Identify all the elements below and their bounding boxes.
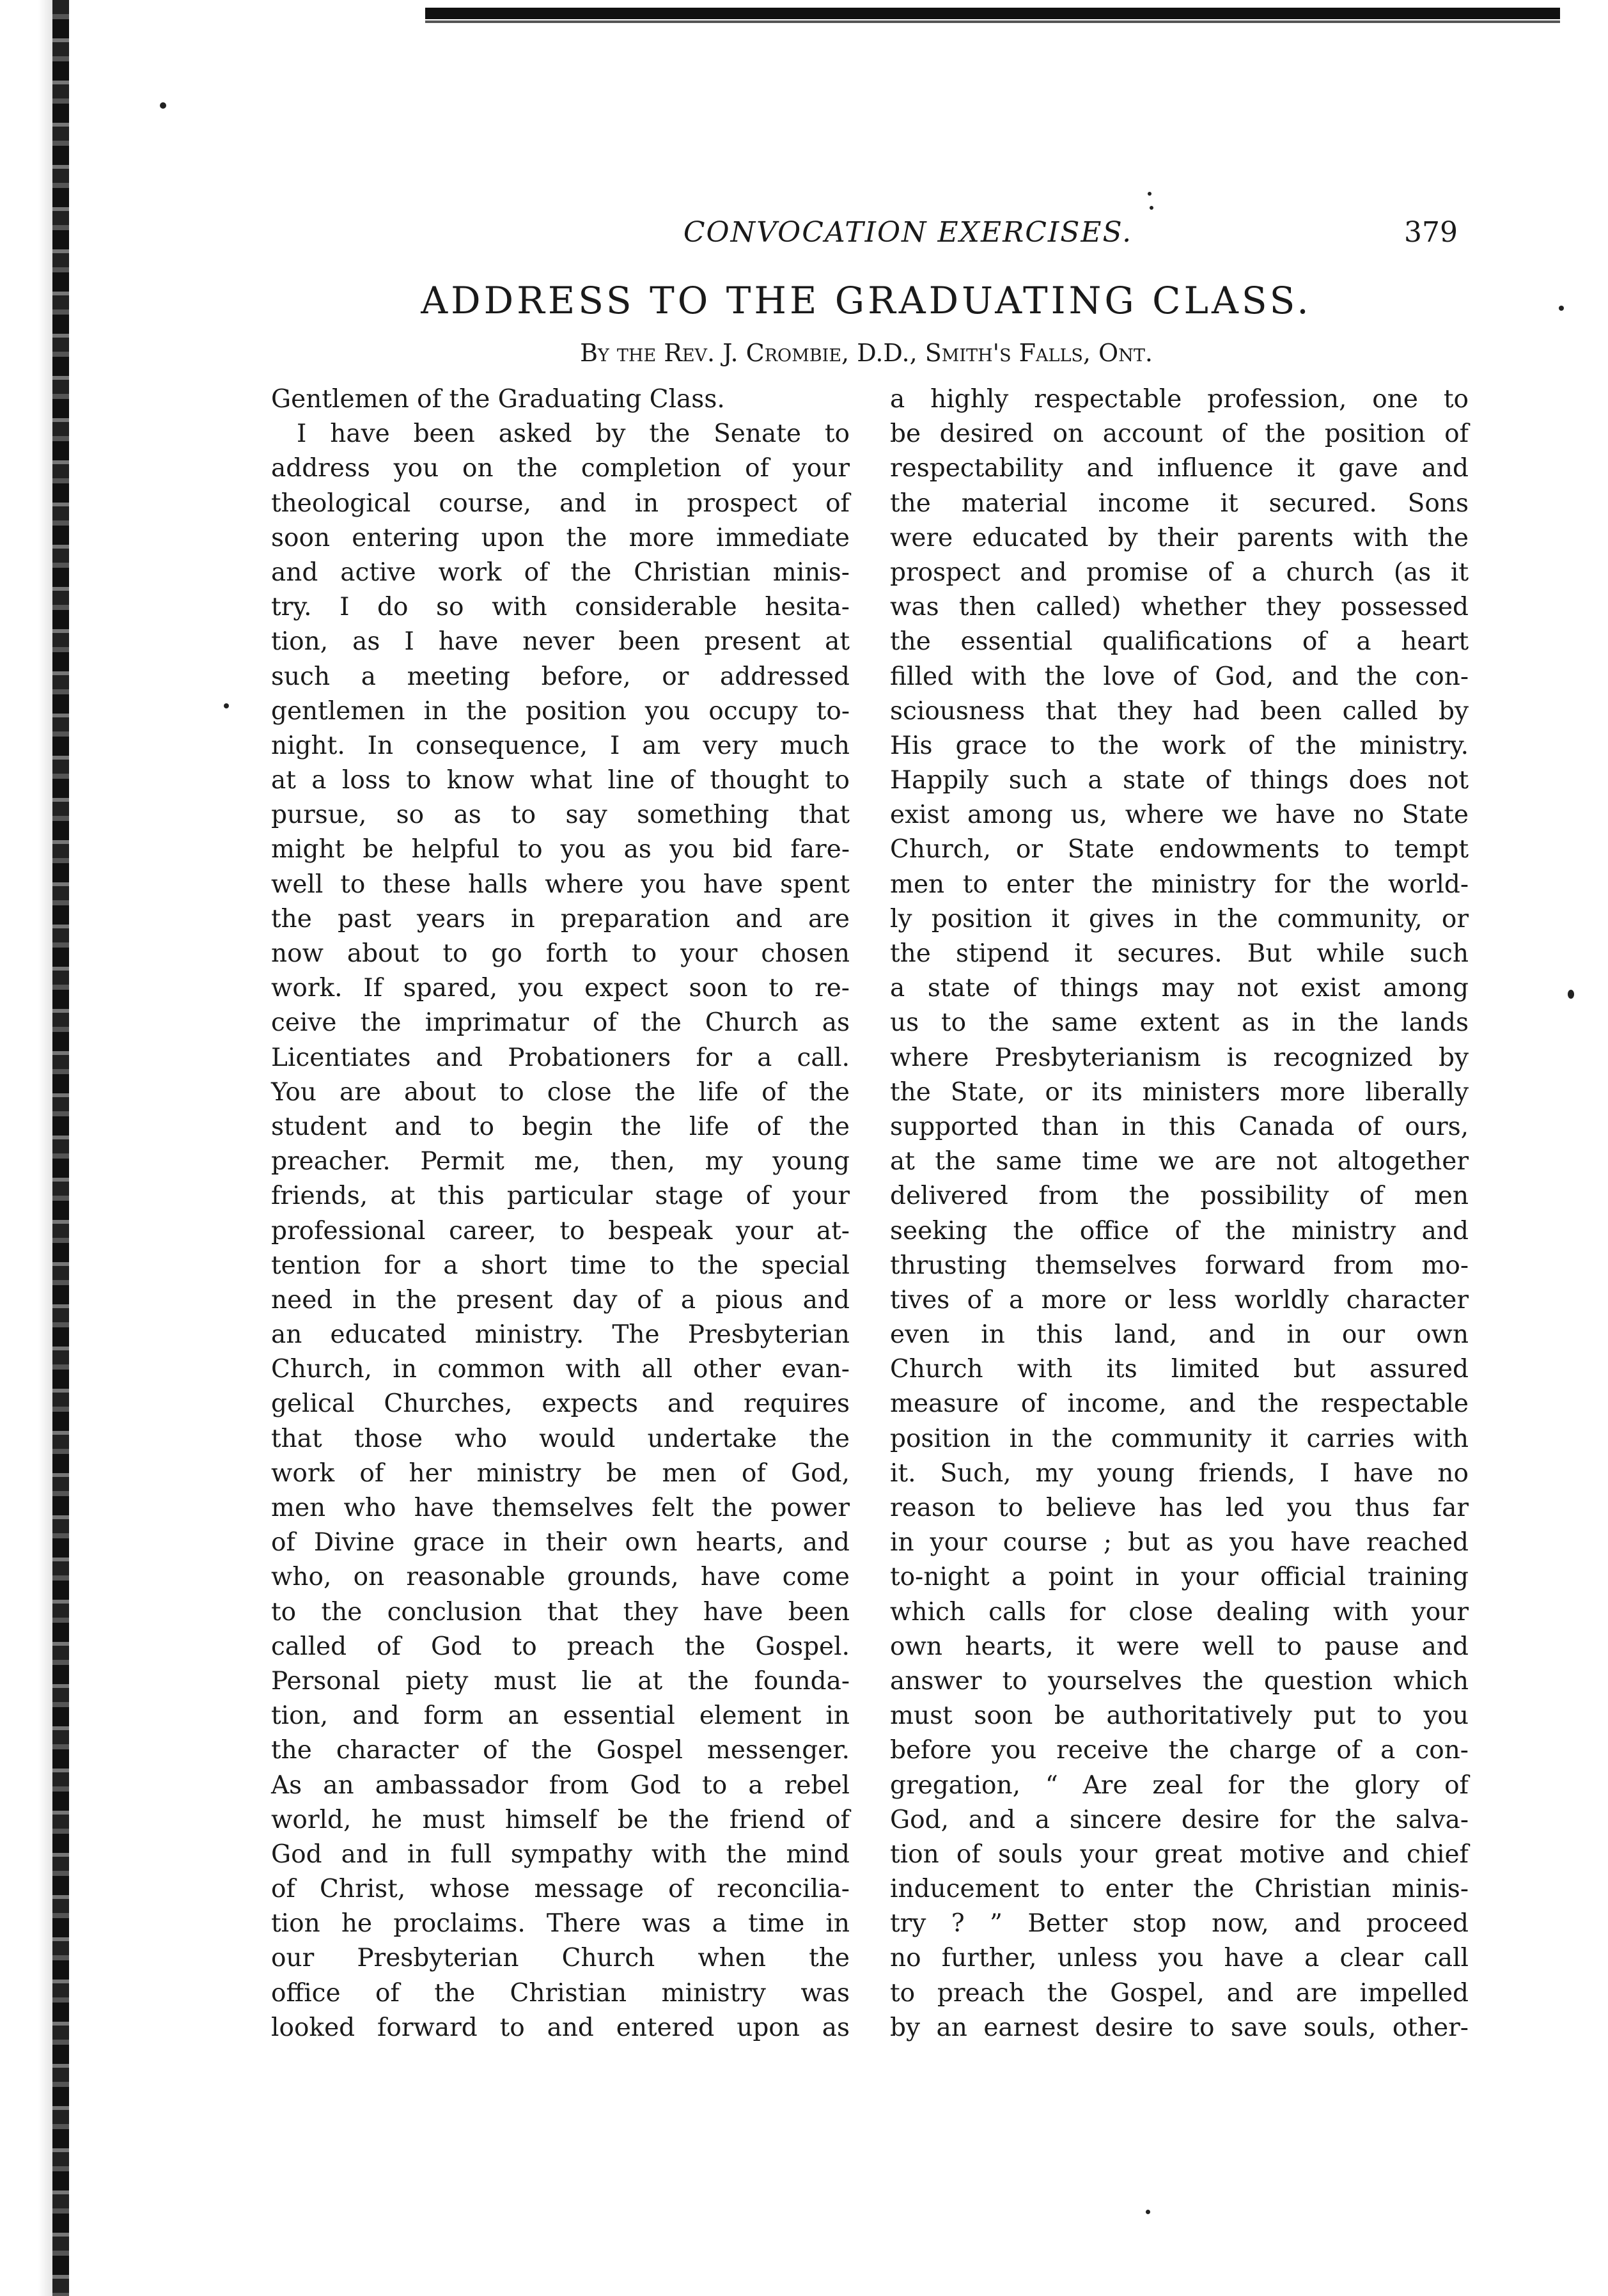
text-line: gregation, “ Are zeal for the glory of	[890, 1770, 1469, 1800]
text-line: ly position it gives in the community, or	[890, 904, 1469, 933]
text-line: well to these halls where you have spent	[271, 870, 850, 899]
page-gutter-shade	[38, 0, 54, 2296]
text-line: the past years in preparation and are	[271, 904, 850, 933]
text-line: His grace to the work of the ministry.	[890, 731, 1469, 760]
right-text-column	[890, 382, 1469, 2045]
text-line: the State, or its ministers more liberally	[890, 1077, 1469, 1107]
scan-speck	[1146, 2210, 1150, 2214]
text-line: own hearts, it were well to pause and	[890, 1632, 1469, 1661]
text-line: tion, and form an essential element in	[271, 1701, 850, 1731]
scan-speck	[1568, 990, 1574, 999]
text-line: tion, as I have never been present at	[271, 627, 850, 657]
text-line: looked forward to and entered upon as	[271, 2013, 850, 2042]
text-line: might be helpful to you as you bid fare-	[271, 835, 850, 864]
text-line: the essential qualifications of a heart	[890, 627, 1469, 657]
text-line: were educated by their parents with the	[890, 523, 1469, 552]
scan-speck	[1150, 206, 1153, 210]
text-line: try ? ” Better stop now, and proceed	[890, 1909, 1469, 1939]
text-line: delivered from the possibility of men	[890, 1182, 1469, 1211]
text-line: As an ambassador from God to a rebel	[271, 1770, 850, 1800]
text-line: preacher. Permit me, then, my young	[271, 1147, 850, 1176]
scan-speck	[160, 102, 166, 109]
text-line: measure of income, and the respectable	[890, 1389, 1469, 1419]
text-line: even in this land, and in our own	[890, 1320, 1469, 1350]
text-line: our Presbyterian Church when the	[271, 1944, 850, 1973]
text-line: at a loss to know what line of thought to	[271, 766, 850, 795]
binding-edge	[52, 0, 69, 2296]
left-text-column	[271, 382, 850, 2045]
text-line: I have been asked by the Senate to	[297, 419, 850, 449]
text-line: before you receive the charge of a con-	[890, 1736, 1469, 1765]
text-line: that those who would undertake the	[271, 1424, 850, 1453]
text-line: thrusting themselves forward from mo-	[890, 1251, 1469, 1280]
text-line: it. Such, my young friends, I have no	[890, 1458, 1469, 1488]
text-line: theological course, and in prospect of	[271, 488, 850, 518]
text-line: was then called) whether they possessed	[890, 593, 1469, 622]
text-line: answer to yourselves the question which	[890, 1666, 1469, 1696]
text-line: work. If spared, you expect soon to re-	[271, 974, 850, 1003]
text-line: men who have themselves felt the power	[271, 1494, 850, 1522]
text-line: where Presbyterianism is recognized by	[890, 1043, 1469, 1072]
text-line: tives of a more or less worldly character	[890, 1285, 1469, 1315]
top-scan-edge-thin	[425, 20, 1560, 23]
text-line: tion he proclaims. There was a time in	[271, 1909, 850, 1939]
text-line: supported than in this Canada of ours,	[890, 1112, 1469, 1141]
text-line: us to the same extent as in the lands	[890, 1008, 1469, 1038]
text-line: now about to go forth to your chosen	[271, 939, 850, 968]
text-line: tion of souls your great motive and chief	[890, 1839, 1469, 1869]
text-line: Church with its limited but assured	[890, 1355, 1469, 1384]
text-line: to the conclusion that they have been	[271, 1597, 850, 1627]
text-line: by an earnest desire to save souls, other-	[890, 2013, 1469, 2042]
scan-speck	[1148, 192, 1151, 196]
running-head	[275, 216, 1458, 254]
text-line: try. I do so with considerable hesita-	[271, 593, 850, 622]
text-line: which calls for close dealing with your	[890, 1597, 1469, 1627]
article-title: ADDRESS TO THE GRADUATING CLASS.	[421, 279, 1312, 322]
text-line: position in the community it carries with	[890, 1424, 1469, 1453]
text-line: the character of the Gospel messenger.	[271, 1736, 850, 1765]
text-line: pursue, so as to say something that	[271, 800, 850, 830]
text-line: God, and a sincere desire for the salva-	[890, 1805, 1469, 1834]
text-line: You are about to close the life of the	[271, 1077, 850, 1107]
text-line: professional career, to bespeak your at-	[271, 1216, 850, 1246]
text-line: called of God to preach the Gospel.	[271, 1632, 850, 1661]
text-line: the material income it secured. Sons	[890, 488, 1469, 518]
text-line: world, he must himself be the friend of	[271, 1805, 850, 1834]
text-line: men to enter the ministry for the world-	[890, 870, 1469, 899]
text-line: respectability and influence it gave and	[890, 454, 1469, 483]
text-line: Gentlemen of the Graduating Class.	[271, 385, 725, 414]
text-line: to preach the Gospel, and are impelled	[890, 1978, 1469, 2008]
text-line: inducement to enter the Christian minis-	[890, 1875, 1469, 1904]
text-line: Licentiates and Probationers for a call.	[271, 1043, 850, 1072]
text-line: gelical Churches, expects and requires	[271, 1389, 850, 1419]
text-line: ceive the imprimatur of the Church as	[271, 1008, 850, 1038]
text-line: Church, in common with all other evan-	[271, 1355, 850, 1384]
text-line: prospect and promise of a church (as it	[890, 558, 1469, 587]
text-line: at the same time we are not altogether	[890, 1147, 1469, 1176]
text-line: an educated ministry. The Presbyterian	[271, 1320, 850, 1350]
text-line: soon entering upon the more immediate	[271, 523, 850, 552]
text-line: God and in full sympathy with the mind	[271, 1839, 850, 1869]
text-line: address you on the completion of your	[271, 454, 850, 483]
text-line: sciousness that they had been called by	[890, 696, 1469, 726]
text-line: such a meeting before, or addressed	[271, 662, 850, 691]
text-line: and active work of the Christian minis-	[271, 558, 850, 587]
text-line: reason to believe has led you thus far	[890, 1494, 1469, 1522]
text-line: filled with the love of God, and the con-	[890, 662, 1469, 691]
running-head-title: CONVOCATION EXERCISES.	[683, 216, 1133, 249]
text-line: tention for a short time to the special	[271, 1251, 850, 1280]
text-line: must soon be authoritatively put to you	[890, 1701, 1469, 1731]
text-line: student and to begin the life of the	[271, 1112, 850, 1141]
text-line: in your course ; but as you have reached	[890, 1528, 1469, 1558]
text-line: of Divine grace in their own hearts, and	[271, 1528, 850, 1558]
text-line: the stipend it secures. But while such	[890, 939, 1469, 968]
text-line: Happily such a state of things does not	[890, 766, 1469, 795]
article-byline: By the Rev. J. Crombie, D.D., Smith's Falls, Ont.	[580, 339, 1153, 367]
text-line: need in the present day of a pious and	[271, 1285, 850, 1315]
text-line: who, on reasonable grounds, have come	[271, 1563, 850, 1592]
text-line: exist among us, where we have no State	[890, 800, 1469, 830]
page-number: 379	[1404, 216, 1458, 249]
text-line: to-night a point in your official training	[890, 1563, 1469, 1592]
text-line: office of the Christian ministry was	[271, 1978, 850, 2008]
text-line: work of her ministry be men of God,	[271, 1458, 850, 1488]
text-line: gentlemen in the position you occupy to-	[271, 696, 850, 726]
text-line: be desired on account of the position of	[890, 419, 1469, 449]
text-line: night. In consequence, I am very much	[271, 731, 850, 760]
text-line: seeking the office of the ministry and	[890, 1216, 1469, 1246]
text-line: a state of things may not exist among	[890, 974, 1469, 1003]
text-line: Personal piety must lie at the founda-	[271, 1666, 850, 1696]
text-line: friends, at this particular stage of your	[271, 1182, 850, 1211]
scan-speck	[224, 703, 229, 708]
scan-speck	[1559, 306, 1564, 311]
text-line: Church, or State endowments to tempt	[890, 835, 1469, 864]
text-line: no further, unless you have a clear call	[890, 1944, 1469, 1973]
text-line: a highly respectable profession, one to	[890, 385, 1469, 414]
text-line: of Christ, whose message of reconcilia-	[271, 1875, 850, 1904]
top-scan-edge	[425, 0, 1560, 20]
